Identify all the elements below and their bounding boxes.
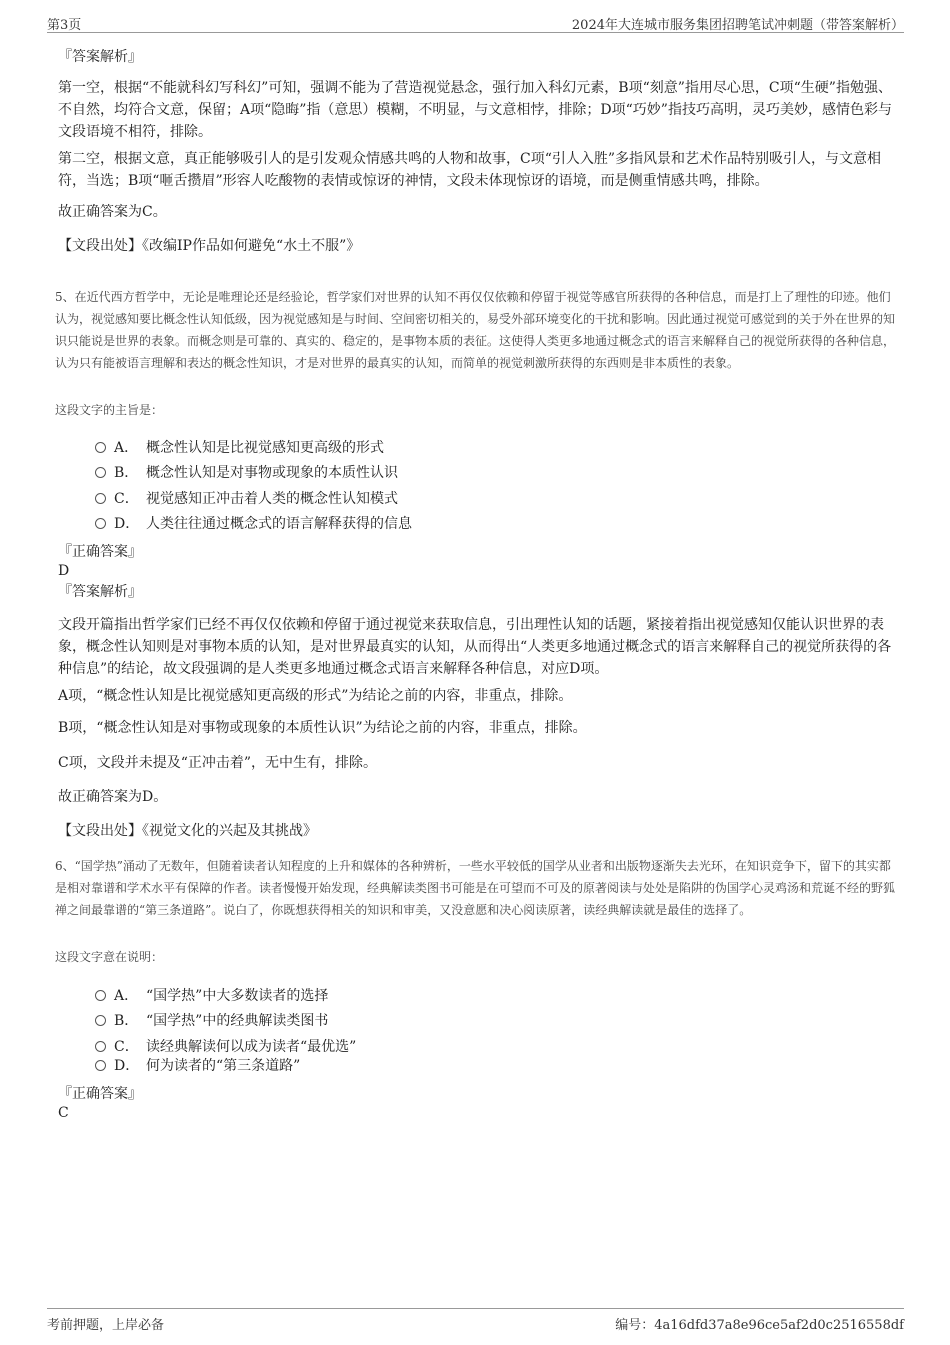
page-footer [47, 1308, 904, 1331]
footer-slogan: 考前押题，上岸必备 [47, 1318, 165, 1333]
q6-option-b[interactable] [95, 1010, 328, 1032]
q5-answer: D [58, 563, 70, 579]
radio-icon[interactable] [95, 1060, 106, 1071]
option-key: C． [114, 491, 139, 507]
q4-analysis-label: 『答案解析』 [58, 49, 142, 65]
q5-analysis-p2: A项，“概念性认知是比视觉感知更高级的形式”为结论之前的内容，非重点，排除。 [58, 688, 573, 704]
q6-answer-label: 『正确答案』 [58, 1086, 142, 1102]
q6-prompt: 这段文字意在说明： [55, 950, 164, 964]
document-title: 2024年大连城市服务集团招聘笔试冲刺题（带答案解析） [571, 18, 904, 33]
q4-analysis-p2: 第二空，根据文意，真正能够吸引人的是引发观众情感共鸣的人物和故事，C项“引人入胜”多指风景和艺术作品特别吸引人，与文意相符，当选；B项“咂舌攒眉”形容人吃酸物的表情或惊讶的神情，文段未体现惊讶的语境，而是侧重情感共鸣，排除。 [58, 151, 882, 189]
q5-option-a[interactable] [95, 437, 384, 459]
q5-option-b[interactable] [95, 462, 398, 484]
q5-option-c[interactable] [95, 488, 398, 510]
q5-analysis-label: 『答案解析』 [58, 584, 142, 600]
option-key: A． [114, 988, 139, 1004]
q5-source: 【文段出处】《视觉文化的兴起及其挑战》 [58, 823, 317, 839]
option-text: 读经典解读何以成为读者“最优选” [146, 1039, 357, 1055]
radio-icon[interactable] [95, 518, 106, 529]
option-key: B． [114, 1013, 139, 1029]
q5-answer-label: 『正确答案』 [58, 544, 142, 560]
q5-analysis-p1: 文段开篇指出哲学家们已经不再仅仅依赖和停留于通过视觉来获取信息，引出理性认知的话题，紧接着指出视觉感知仅能认识世界的表象，概念性认知则是对事物本质的认知，是对世界最真实的认知，从而得出“人类更多地通过概念式的语言来解释自己的视觉所获得的各种信息”的结论，故文段强调的是人类更多地通过概念式语言来解释各种信息，对应D项。 [58, 617, 892, 677]
radio-icon[interactable] [95, 442, 106, 453]
option-key: D． [114, 1058, 140, 1074]
option-text: 视觉感知正冲击着人类的概念性认知模式 [146, 491, 398, 507]
option-key: C． [114, 1039, 139, 1055]
radio-icon[interactable] [95, 467, 106, 478]
q5-stem: 5、在近代西方哲学中，无论是唯理论还是经验论，哲学家们对世界的认知不再仅仅依赖和停留于视觉等感官所获得的各种信息，而是打上了理性的印迹。他们认为，视觉感知要比概念性认知低级，因为视觉感知是与时间、空间密切相关的，易受外部环境变化的干扰和影响。因此通过视觉可感觉到的关于外在世界的知识只能说是世界的表象。而概念则是可靠的、真实的、稳定的，是事物本质的表征。这使得人类更多地通过概念式的语言来解释自己的视觉所获得的各种信息，认为只有能被语言理解和表达的概念性知识，才是对世界的最真实的认知，而简单的视觉刺激所获得的东西则是非本质性的表象。 [55, 290, 896, 370]
radio-icon[interactable] [95, 493, 106, 504]
q4-source: 【文段出处】《改编IP作品如何避免“水土不服”》 [58, 238, 361, 254]
option-key: D． [114, 516, 140, 532]
radio-icon[interactable] [95, 1041, 106, 1052]
option-text: 概念性认知是对事物或现象的本质性认识 [146, 465, 398, 481]
q5-analysis-p3: B项，“概念性认知是对事物或现象的本质性认识”为结论之前的内容，非重点，排除。 [58, 720, 587, 736]
option-text: 人类往往通过概念式的语言解释获得的信息 [146, 516, 412, 532]
q5-prompt: 这段文字的主旨是： [55, 403, 164, 417]
option-key: A． [114, 440, 139, 456]
q5-conclusion: 故正确答案为D。 [58, 789, 168, 805]
radio-icon[interactable] [95, 1015, 106, 1026]
footer-code: 编号：4a16dfd37a8e96ce5af2d0c2516558df [615, 1318, 904, 1333]
page-header [47, 12, 904, 33]
option-text: “国学热”中的经典解读类图书 [146, 1013, 329, 1029]
q6-option-a[interactable] [95, 985, 328, 1007]
q6-answer: C [58, 1105, 69, 1121]
page-number: 第3页 [47, 18, 82, 33]
q4-conclusion: 故正确答案为C。 [58, 204, 167, 220]
radio-icon[interactable] [95, 990, 106, 1001]
option-text: 何为读者的“第三条道路” [146, 1058, 301, 1074]
q6-option-d[interactable] [95, 1055, 300, 1077]
option-text: 概念性认知是比视觉感知更高级的形式 [146, 440, 384, 456]
q6-stem: 6、“国学热”涌动了无数年，但随着读者认知程度的上升和媒体的各种辨析，一些水平较低的国学从业者和出版物逐渐失去光环，在知识竞争下，留下的其实都是相对靠谱和学术水平有保障的作者。读者慢慢开始发现，经典解读类图书可能是在可望而不可及的原著阅读与处处是陷阱的伪国学心灵鸡汤和荒诞不经的野狐禅之间最靠谱的“第三条道路”。说白了，你既想获得相关的知识和审美，又没意愿和决心阅读原著，读经典解读就是最佳的选择了。 [55, 859, 896, 917]
option-key: B． [114, 465, 139, 481]
q4-analysis-p1: 第一空，根据“不能就科幻写科幻”可知，强调不能为了营造视觉悬念，强行加入科幻元素，B项“刻意”指用尽心思，C项“生硬”指勉强、不自然，均符合文意，保留；A项“隐晦”指（意思）模糊，不明显，与文意相悖，排除；D项“巧妙”指技巧高明，灵巧美妙，感情色彩与文段语境不相符，排除。 [58, 80, 892, 140]
q5-option-d[interactable] [95, 513, 412, 535]
option-text: “国学热”中大多数读者的选择 [146, 988, 329, 1004]
q5-analysis-p4: C项，文段并未提及“正冲击着”，无中生有，排除。 [58, 755, 378, 771]
